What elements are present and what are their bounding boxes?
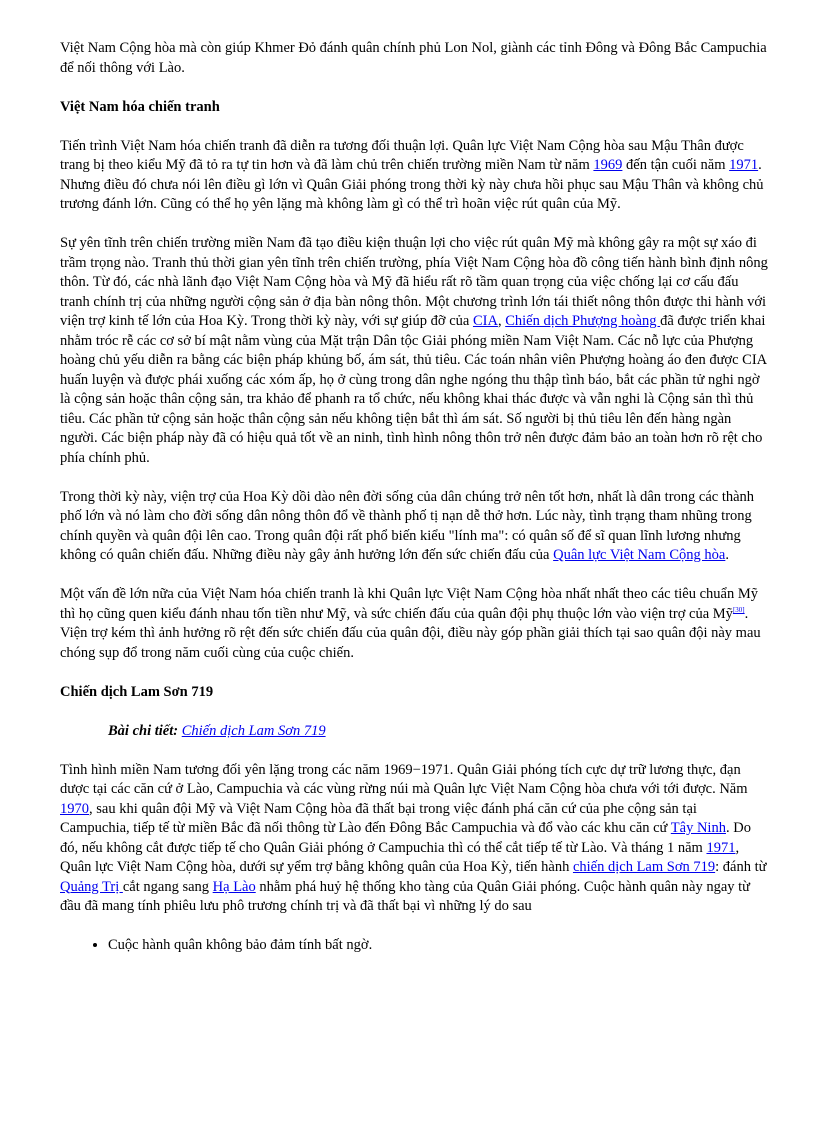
link-tay-ninh[interactable]: Tây Ninh [670, 820, 726, 836]
text: Tình hình miền Nam tương đối yên lặng trong các năm 1969−1971. Quân Giải phóng tích cực dự trữ lương thực, đạn dược tại các căn cứ ở Lào, Campuchia và các vùng rừng núi mà Quân lực Việt Nam Cộng hòa chưa với tới được. Năm [60, 761, 748, 797]
link-main-article-lam-son-719[interactable]: Chiến dịch Lam Sơn 719 [181, 722, 326, 739]
link-cia[interactable]: CIA [472, 313, 498, 329]
paragraph-lam-son-1 [60, 761, 770, 917]
link-phoenix-program[interactable]: Chiến dịch Phượng hoàng [505, 313, 661, 329]
link-quang-tri[interactable]: Quảng Trị [60, 878, 123, 895]
link-1971[interactable]: 1971 [729, 157, 759, 173]
text: Việt Nam Cộng hòa mà còn giúp Khmer Đỏ đánh quân chính phủ Lon Nol, giành các tỉnh Đông và Đông Bắc Campuchia để nối thông với Lào. [60, 40, 767, 76]
text: Một vấn đề lớn nữa của Việt Nam hóa chiến tranh là khi Quân lực Việt Nam Cộng hòa nhất nhất theo các tiêu chuẩn Mỹ thì họ cũng quen kiểu đánh nhau tốn tiền như Mỹ, và sức chiến đấu của quân đội phụ thuộc lớn vào viện trợ của Mỹ [60, 586, 758, 622]
main-article-note [108, 722, 770, 742]
section-heading-lam-son-719: Chiến dịch Lam Sơn 719 [60, 683, 214, 700]
text: cắt ngang sang [122, 878, 213, 895]
text: nhằm phá huỷ hệ thống kho tàng của Quân Giải phóng. Cuộc hành quân này ngay từ đầu đã mang tính phiêu lưu phô trương chính trị và đã thất bại vì những lý do sau [60, 878, 751, 914]
text: : đánh từ [715, 859, 767, 875]
text: Tiến trình Việt Nam hóa chiến tranh đã diễn ra tương đối thuận lợi. Quân lực Việt Nam Cộng hòa sau Mậu Thân được trang bị theo kiểu Mỹ đã tỏ ra tự tin hơn và đã làm chủ trên chiến trường miền Nam từ năm [60, 137, 744, 173]
document-page [60, 39, 770, 956]
text: , sau khi quân đội Mỹ và Việt Nam Cộng hòa đã thất bại trong việc đánh phá căn cứ của phe cộng sản tại Campuchia, tiếp tế từ miền Bắc đã nối thông từ Lào đến Đông Bắc Campuchia và đổ vào các khu căn cứ [60, 800, 697, 836]
paragraph-vietnamization-1 [60, 137, 770, 215]
citation-link[interactable]: [30] [732, 605, 745, 614]
link-1970[interactable]: 1970 [60, 800, 89, 817]
link-ha-lao[interactable]: Hạ Lào [212, 878, 256, 895]
text: Trong thời kỳ này, viện trợ của Hoa Kỳ dồi dào nên đời sống của dân chúng trở nên tốt hơn, nhất là dân trong các thành phố lớn và nó làm cho đời sống dân nông thôn đổ về thành phố tị nạn dễ thở hơn. Lúc này, tình trạng tham nhũng trong chính quyền và quân đội lên cao. Trong quân đội rất phổ biến kiểu "lính ma": có quân số để sĩ quan lĩnh lương nhưng không có quân chiến đấu. Những điều này gây ảnh hưởng lớn đến sức chiến đấu của [60, 488, 755, 563]
text: đã được triển khai nhằm tróc rễ các cơ sở bí mật nằm vùng của Mặt trận Dân tộc Giải phóng miền Nam Việt Nam. Các nỗ lực của Phượng hoàng chủ yếu diễn ra bằng các biện pháp khủng bố, ám sát, thủ tiêu. Các toán nhân viên Phượng hoàng áo đen được CIA huấn luyện và được phái xuống các xóm ấp, họ ở cùng trong dân nghe ngóng thu thập tình báo, bắt các phần tử nghi ngờ là cộng sản hoặc thân cộng sản, tra khảo để phanh ra tổ chức, nếu không khai thác được và vẫn nghi là Cộng sản thì thủ tiêu. Các phần tử cộng sản hoặc thân cộng sản nếu không tiện bắt thì ám sát. Số người bị thủ tiêu lên đến hàng ngàn người. Các biện pháp này đã có hiệu quả tốt về an ninh, tình hình nông thôn trở nên được đảm bảo an toàn hơn rõ rệt cho phía chính phủ. [60, 313, 767, 466]
paragraph-vietnamization-2 [60, 234, 770, 468]
section-heading-vietnamization: Việt Nam hóa chiến tranh [60, 98, 220, 115]
main-article-label: Bài chi tiết: [108, 722, 179, 739]
text: , Quân lực Việt Nam Cộng hòa, dưới sự yểm trợ bằng không quân của Hoa Kỳ, tiến hành [60, 839, 740, 875]
text: . Nhưng điều đó chưa nói lên điều gì lớn vì Quân Giải phóng trong thời kỳ này chưa hồi phục sau Mậu Thân và không chủ trương đánh lớn. Cũng có thể họ yên lặng mà không làm gì có thể trì hoãn việc rút quân của Mỹ. [60, 157, 764, 212]
text: . [725, 547, 729, 563]
paragraph-vietnamization-4 [60, 585, 770, 663]
text: đến tận cuối năm [622, 157, 730, 173]
text: , [497, 313, 506, 329]
text: . Viện trợ kém thì ảnh hưởng rõ rệt đến sức chiến đấu của quân đội, điều này góp phần giải thích tại sao quân đội này mau chóng sụp đổ trong năm cuối cùng của cuộc chiến. [60, 605, 761, 661]
link-1969[interactable]: 1969 [593, 157, 623, 173]
text: . Do đó, nếu không cắt được tiếp tế cho Quân Giải phóng ở Campuchia thì có thể cắt tiếp tế từ Lào. Và tháng 1 năm [60, 820, 751, 856]
link-1971b[interactable]: 1971 [706, 839, 736, 856]
link-lam-son-719[interactable]: chiến dịch Lam Sơn 719 [572, 859, 716, 875]
paragraph-vietnamization-3 [60, 488, 770, 566]
paragraph-intro [60, 39, 770, 78]
link-arvn[interactable]: Quân lực Việt Nam Cộng hòa [553, 547, 726, 563]
text: Sự yên tĩnh trên chiến trường miền Nam đã tạo điều kiện thuận lợi cho việc rút quân Mỹ mà không gây ra một sự xáo đi trầm trọng nào. Tranh thủ thời gian yên tĩnh trên chiến trường, phía Việt Nam Cộng hòa đồ công tiến hành bình định nông thôn. Từ đó, các nhà lãnh đạo Việt Nam Cộng hòa và Mỹ đã hiểu rất rõ tầm quan trọng của việc chống lại cơ cấu đấu tranh chính trị của những người cộng sản ở địa bàn nông thôn. Một chương trình lớn tái thiết nông thôn được thi hành với viện trợ kinh tế lớn của Hoa Kỳ. Trong thời kỳ này, với sự giúp đỡ của [60, 235, 768, 329]
list-item: • Cuộc hành quân không bảo đảm tính bất ngờ. [108, 936, 770, 956]
reasons-list [60, 936, 770, 956]
